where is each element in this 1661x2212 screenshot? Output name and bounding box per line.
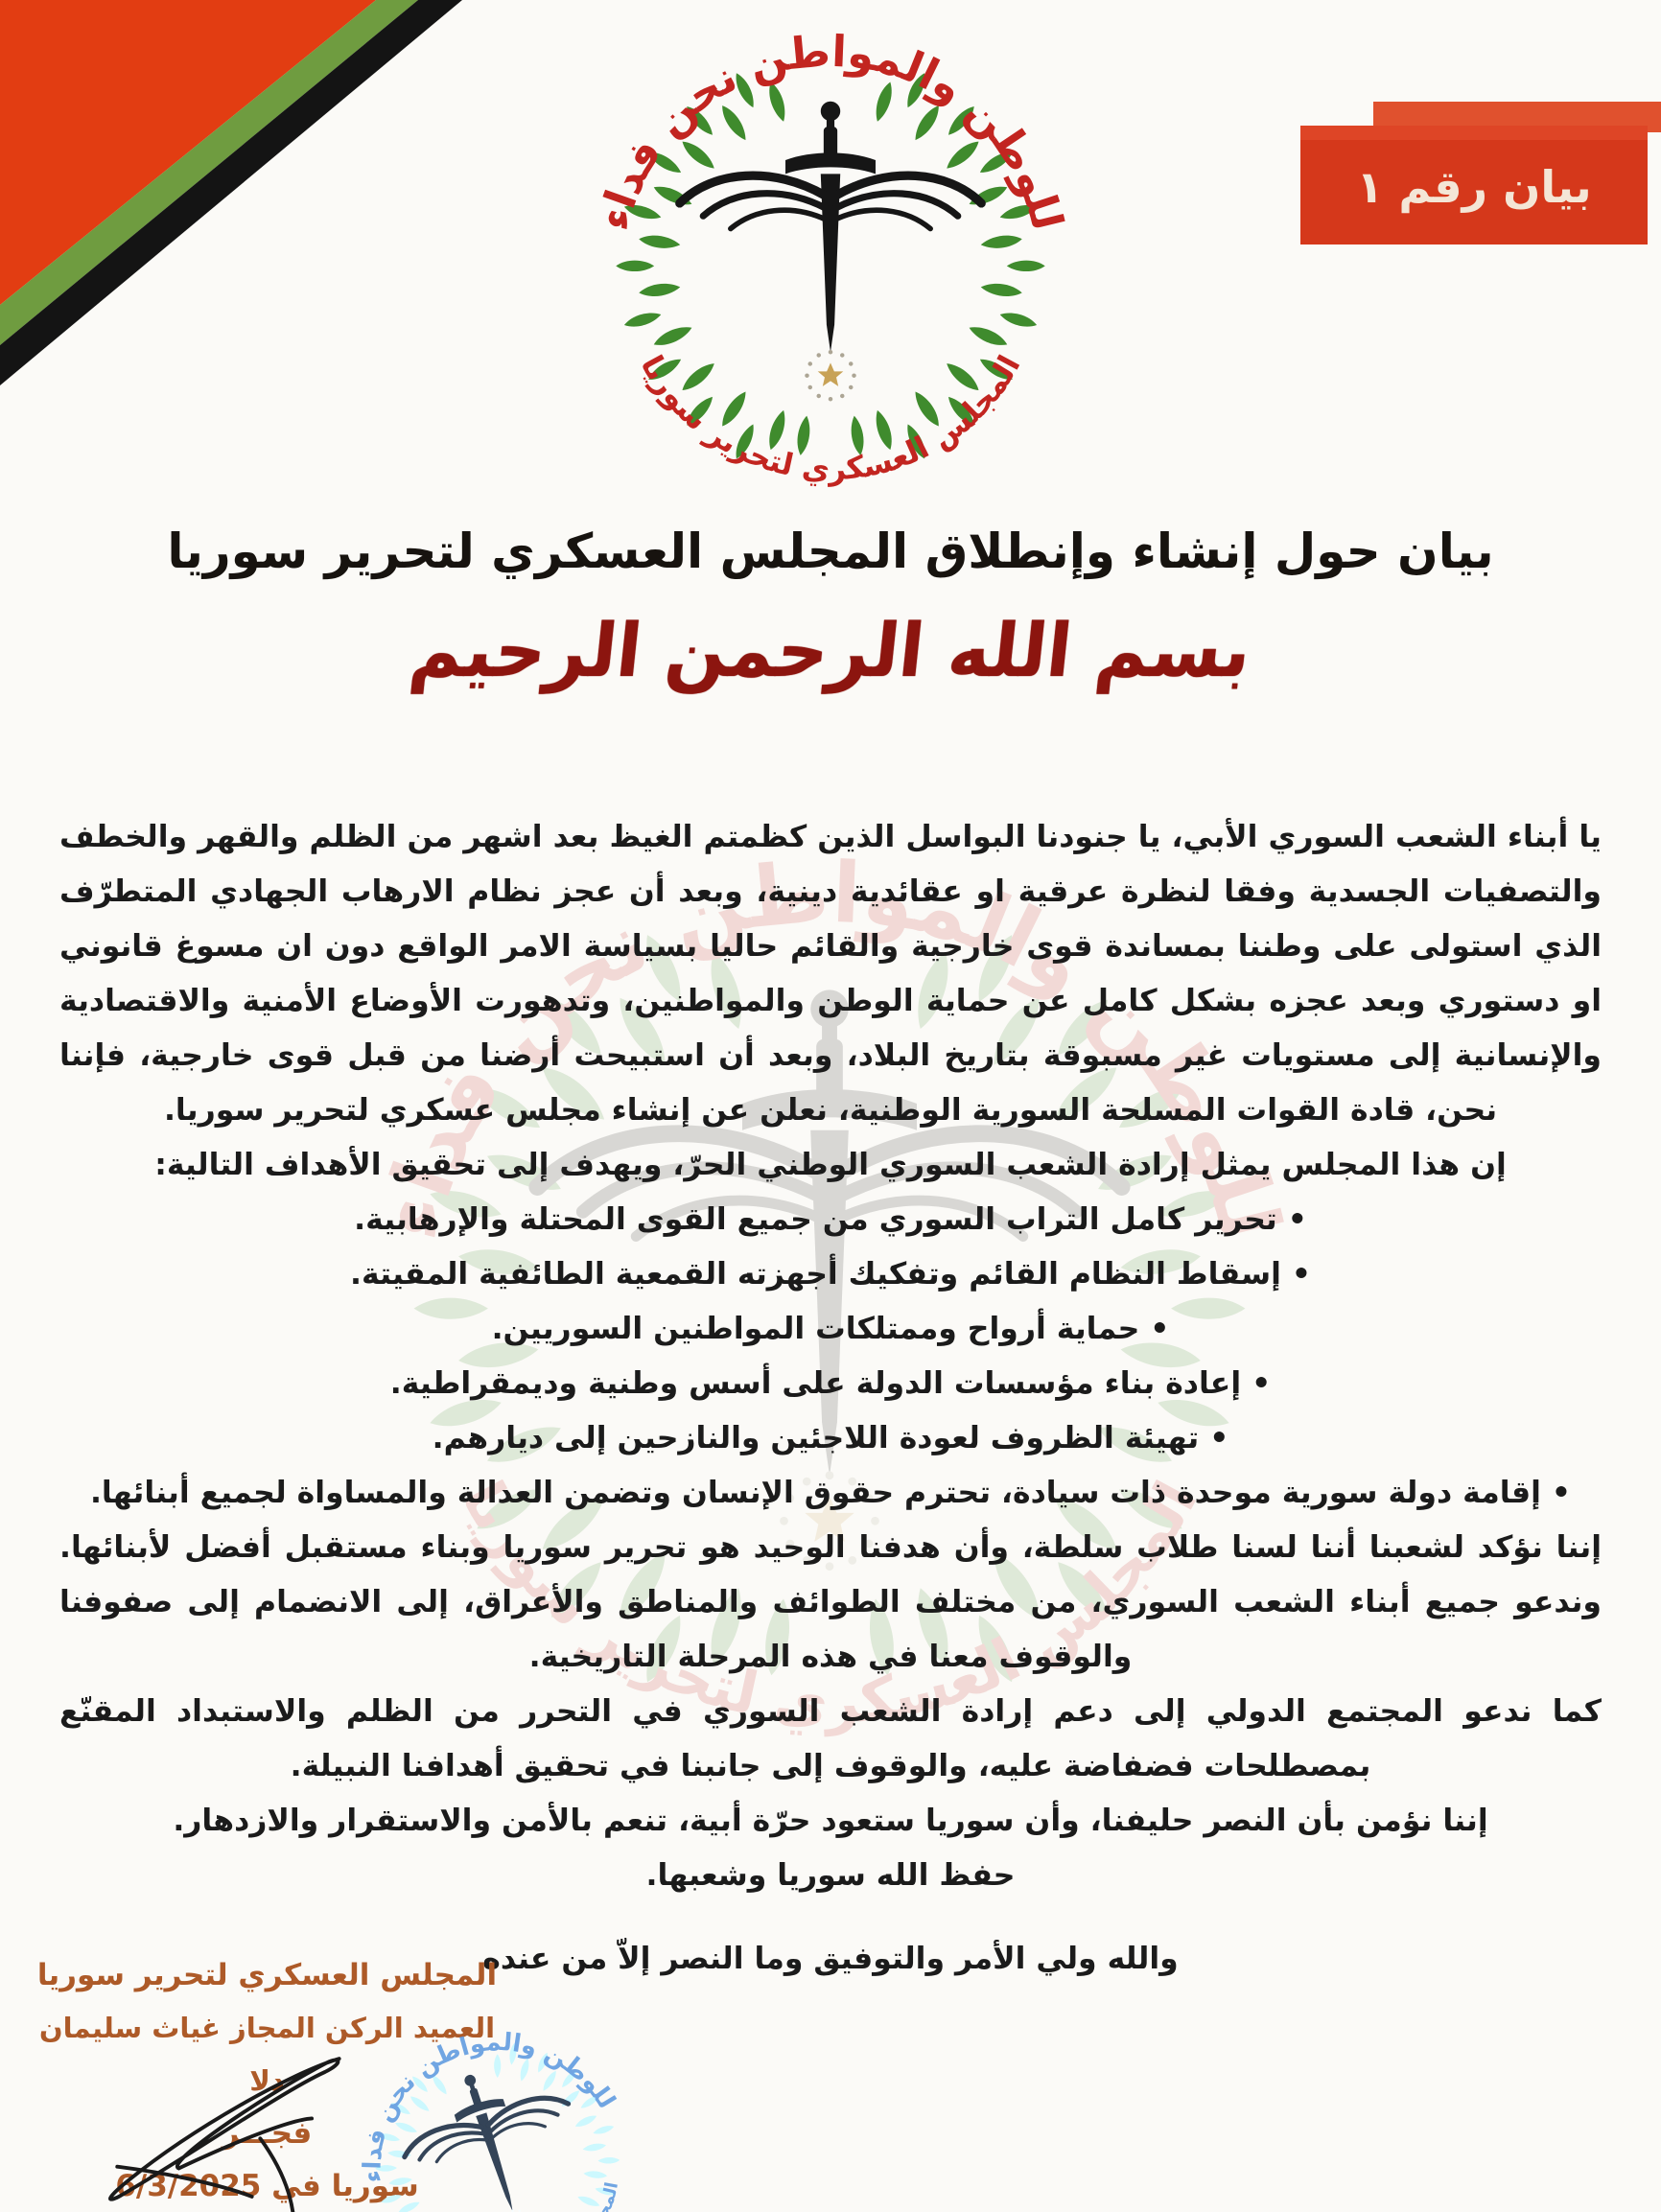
signature-place-date: سوريا في 6/3/2025 [115,2169,419,2203]
goal-item: • إقامة دولة سورية موحدة ذات سيادة، تحترم حقوق الإنسان وتضمن العدالة والمساواة لجميع أبنائها. [89,1476,1572,1510]
military-council-logo [605,21,1056,481]
signatory-name: العميد الركن المجاز غياث سليمان دلا [38,2012,496,2097]
goal-item: • إعادة بناء مؤسسات الدولة على أسس وطنية وديمقراطية. [389,1366,1272,1401]
signature-organization: المجلس العسكري لتحرير سوريا [36,1958,498,1992]
paragraph-opening: يا أبناء الشعب السوري الأبي، يا جنودنا البواسل الذين كظمتم الغيظ بعد اشهر من الظلم والقهر والخطف والتصفيات الجسدية وفقا لنظرة عرقية او عقائدية دينية، وبعد أن عجز نظام الارهاب الجهادي المتطرّف الذي استولى على وطننا بمساندة قوى خارجية والقائم حاليا بسياسة الامر الواقع دون ان مسوغ قانوني او دستوري وبعد عجزه بشكل كامل عن حماية الوطن والمواطنين، وتدهورت الأوضاع الأمنية والاقتصادية والإنسانية إلى مستويات غير مسبوقة بتاريخ البلاد، وبعد أن استبيحت أرضنا من قبل قوى خارجية، فإننا نحن، قادة القوات المسلحة السورية الوطنية، نعلن عن إنشاء مجلس عسكري لتحرير سوريا. [59,820,1602,1128]
goal-item: • تهيئة الظروف لعودة اللاجئين والنازحين إلى ديارهم. [432,1421,1229,1455]
paragraph-pledge: إننا نؤكد لشعبنا أننا لسنا طلاب سلطة، وأن هدفنا الوحيد هو تحرير سوريا وبناء مستقبل أفضل لأبنائها. وندعو جميع أبناء الشعب السوري، من مختلف الطوائف والمناطق والأعراق، إلى الانضمام إلى صفوفنا والوقوف معنا في هذه المرحلة التاريخية. [59,1530,1602,1674]
goal-item: • إسقاط النظام القائم وتفكيك أجهزته القمعية الطائفية المقيتة. [350,1257,1311,1292]
goals-intro: إن هذا المجلس يمثل إرادة الشعب السوري الوطني الحرّ، ويهدف إلى تحقيق الأهداف التالية: [154,1148,1507,1182]
paragraph-closing-prayer: حفظ الله سوريا وشعبها. [645,1858,1016,1893]
goal-item: • حماية أرواح وممتلكات المواطنين السوريين. [491,1312,1170,1346]
statement-number-label: بيان رقم ١ [1356,161,1592,213]
signature-codeword: فجـــر [222,2116,313,2151]
statement-number-banner [1300,126,1648,244]
basmala-calligraphy: بسم الله الرحمن الرحيم [406,608,1255,694]
paragraph-international: كما ندعو المجتمع الدولي إلى دعم إرادة الشعب السوري في التحرر من الظلم والاستبداد المقنّع بمصطلحات فضفاضة عليه، والوقوف إلى جانبنا في تحقيق أهدافنا النبيلة. [59,1694,1602,1783]
statement-title: بيان حول إنشاء وإنطلاق المجلس العسكري لتحرير سوريا [167,524,1494,579]
final-dua-line: والله ولي الأمر والتوفيق وما النصر إلاّ من عنده [482,1942,1179,1976]
corner-flag-decoration [0,0,480,403]
statement-body [59,810,1602,1987]
paragraph-victory: إننا نؤمن بأن النصر حليفنا، وأن سوريا ستعود حرّة أبية، تنعم بالأمن والاستقرار والازدهار. [173,1804,1488,1838]
goal-item: • تحرير كامل التراب السوري من جميع القوى المحتلة والإرهابية. [354,1202,1307,1237]
